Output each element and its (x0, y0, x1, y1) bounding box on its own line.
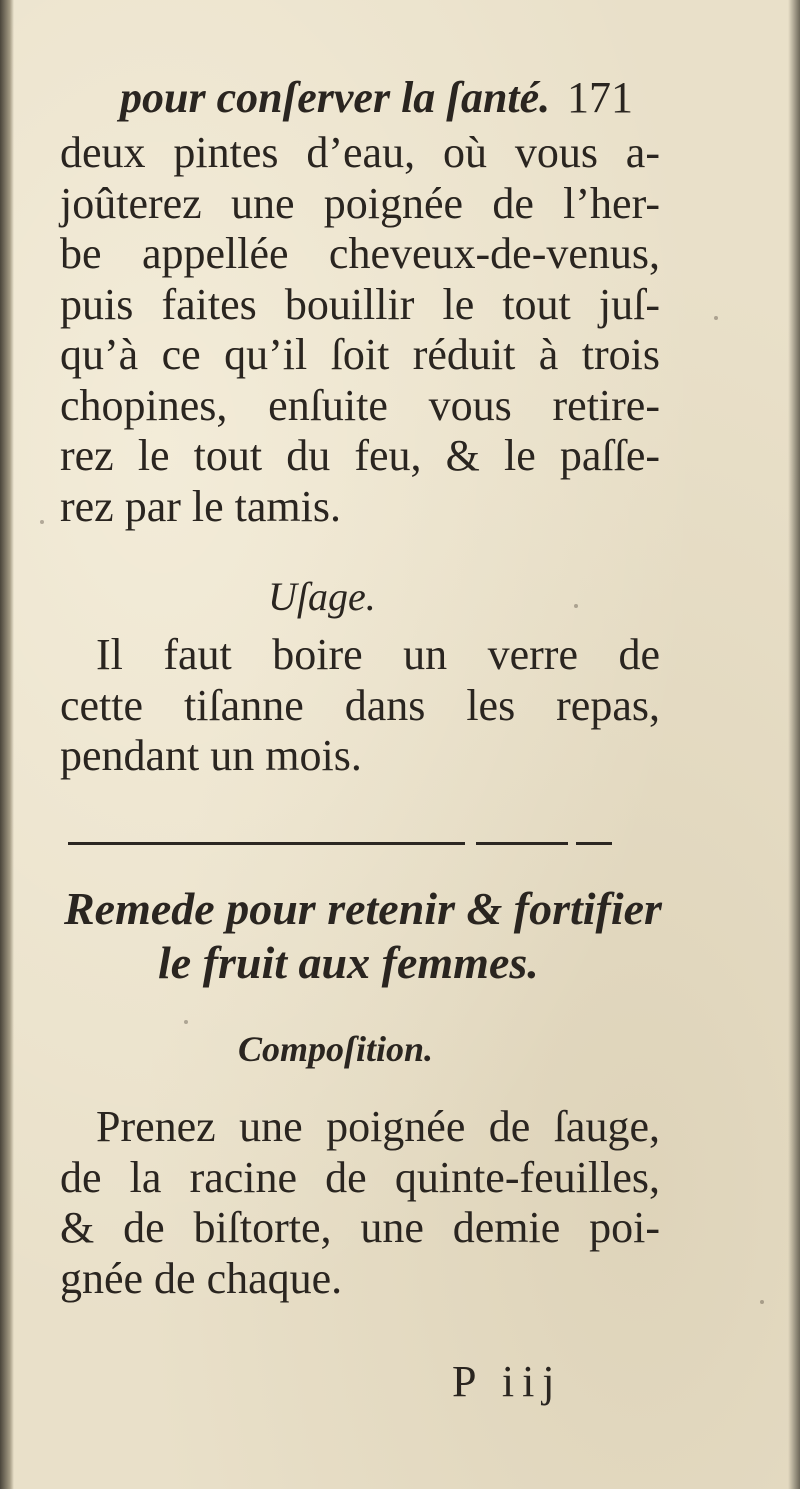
text-line: de la racine de quinte-feuilles, (60, 1152, 660, 1202)
page-number: 171 (567, 73, 633, 122)
paragraph-usage (60, 630, 660, 782)
page-edge-shadow (788, 0, 800, 1489)
text-line: puis faites bouillir le tout juſ- (60, 279, 660, 329)
paragraph-preparation (60, 128, 660, 532)
running-head: pour conſerver la ſanté. (120, 73, 551, 122)
paper-speck (760, 1300, 764, 1304)
text-line: & de biſtorte, une demie poi- (60, 1203, 660, 1252)
composition-heading: Compoſition. (238, 1029, 434, 1069)
text-line: pendant un mois. (60, 731, 362, 780)
page-header (120, 68, 660, 128)
text-line: Prenez une poignée de ſauge, (96, 1102, 660, 1151)
paper-speck (184, 1020, 188, 1024)
text-line: gnée de chaque. (60, 1253, 343, 1303)
paper-speck (40, 520, 44, 524)
text-line: rez par le tamis. (60, 481, 341, 531)
text-line: rez le tout du feu, & le paſſe- (60, 431, 660, 480)
section-title-line: Remede pour retenir & fortifier (64, 883, 662, 934)
text-line: be appellée cheveux-de-venus, (60, 229, 660, 278)
section-divider (476, 842, 568, 845)
section-divider (576, 842, 612, 845)
text-line: joûterez une poignée de l’her- (60, 178, 660, 228)
text-line: Il faut boire un verre de (96, 630, 660, 679)
usage-heading: Uſage. (268, 574, 376, 619)
section-divider (68, 842, 465, 845)
paper-speck (574, 604, 578, 608)
section-title (60, 882, 680, 990)
section-title-line: le fruit aux femmes. (158, 937, 539, 988)
paper-speck (714, 316, 718, 320)
paragraph-composition (60, 1102, 660, 1304)
text-line: chopines, enſuite vous retire- (60, 380, 660, 430)
text-line: cette tiſanne dans les repas, (60, 680, 660, 730)
signature-mark: P iij (452, 1357, 563, 1406)
text-line: deux pintes d’eau, où vous a- (60, 128, 660, 177)
text-line: qu’à ce qu’il ſoit réduit à trois (60, 330, 660, 379)
page-gutter-shadow (0, 0, 14, 1489)
